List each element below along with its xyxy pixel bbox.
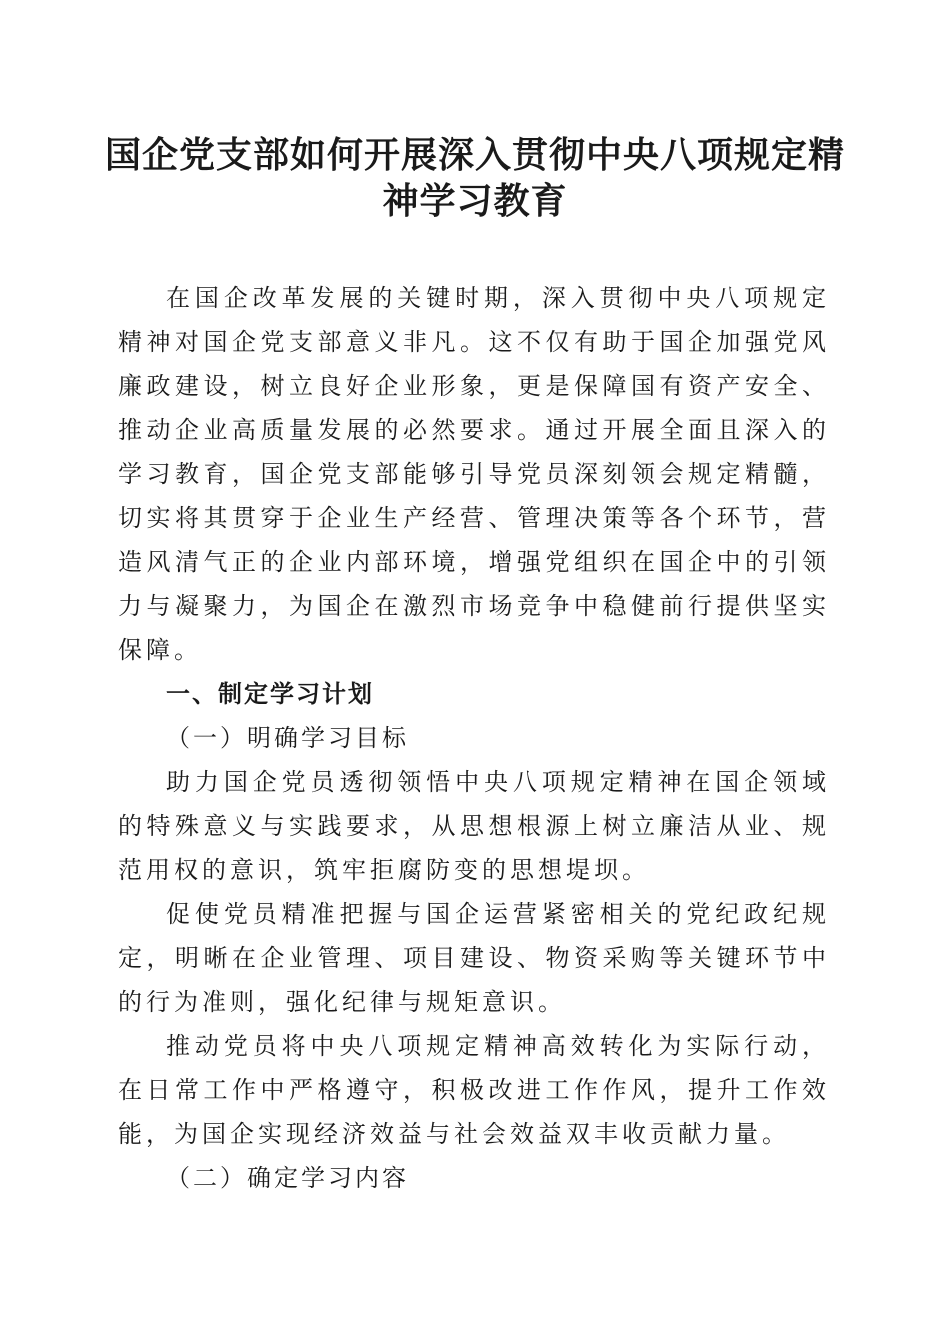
paragraph-goal-1: 助力国企党员透彻领悟中央八项规定精神在国企领域的特殊意义与实践要求，从思想根源上树立廉洁从业、规范用权的意识，筑牢拒腐防变的思想堤坝。 <box>118 768 830 884</box>
subsection-heading-2: （二）确定学习内容 <box>166 1164 409 1192</box>
section-heading-1: 一、制定学习计划 <box>166 680 374 708</box>
document-body <box>118 276 830 1200</box>
paragraph-goal-3: 推动党员将中央八项规定精神高效转化为实际行动，在日常工作中严格遵守，积极改进工作作风，提升工作效能，为国企实现经济效益与社会效益双丰收贡献力量。 <box>118 1032 830 1148</box>
document-title: 国企党支部如何开展深入贯彻中央八项规定精神学习教育 <box>104 134 845 222</box>
subsection-heading-1: （一）明确学习目标 <box>166 724 409 752</box>
intro-paragraph: 在国企改革发展的关键时期，深入贯彻中央八项规定精神对国企党支部意义非凡。这不仅有助于国企加强党风廉政建设，树立良好企业形象，更是保障国有资产安全、推动企业高质量发展的必然要求。通过开展全面且深入的学习教育，国企党支部能够引导党员深刻领会规定精髓，切实将其贯穿于企业生产经营、管理决策等各个环节，营造风清气正的企业内部环境，增强党组织在国企中的引领力与凝聚力，为国企在激烈市场竞争中稳健前行提供坚实保障。 <box>118 284 830 664</box>
paragraph-goal-2: 促使党员精准把握与国企运营紧密相关的党纪政纪规定，明晰在企业管理、项目建设、物资采购等关键环节中的行为准则，强化纪律与规矩意识。 <box>118 900 830 1016</box>
